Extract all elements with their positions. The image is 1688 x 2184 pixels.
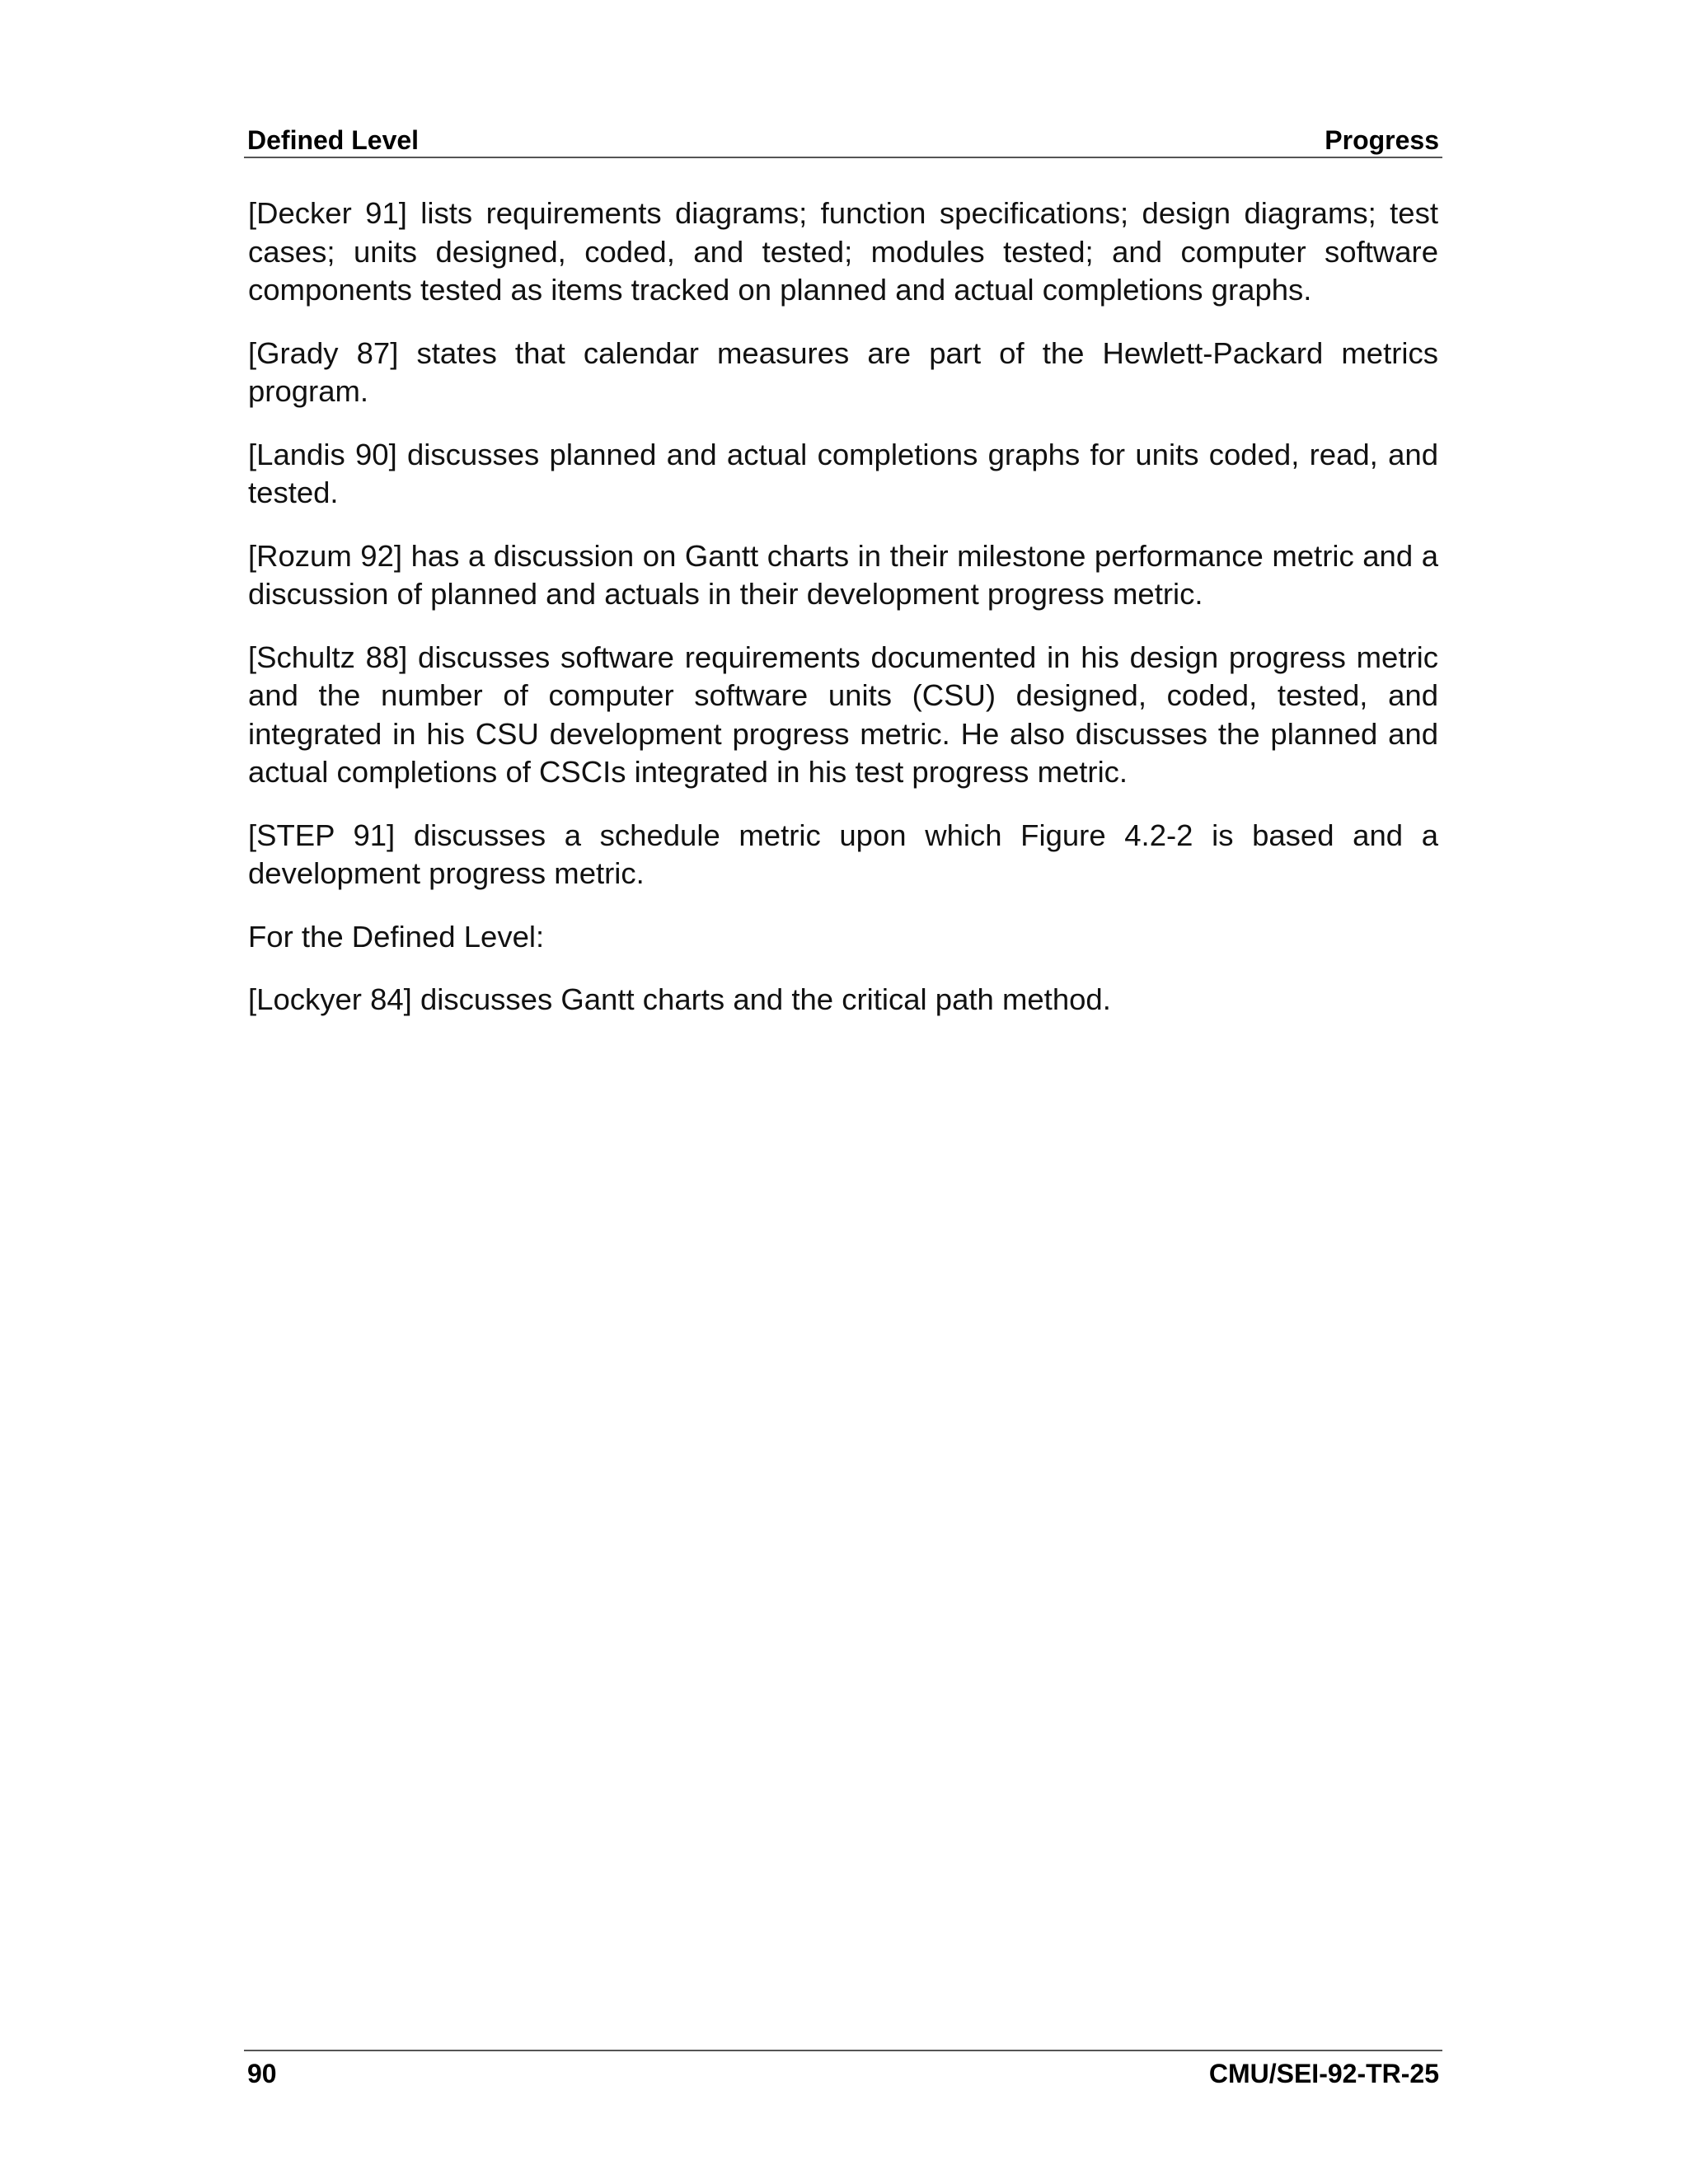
body-text (248, 194, 1438, 1044)
paragraph-grady-87: [Grady 87] states that calendar measures are part of the Hewlett-Packard metrics program. (248, 335, 1438, 408)
footer-rule (244, 2050, 1442, 2051)
header-rule (244, 157, 1442, 158)
header-section-title: Defined Level (247, 125, 420, 155)
paragraph-rozum-92: [Rozum 92] has a discussion on Gantt charts in their milestone performance metric and a discussion of planned and actuals in their development progress metric. (248, 538, 1438, 611)
paragraph-schultz-88: [Schultz 88] discusses software requirements documented in his design progress metric and the number of computer software units (CSU) designed, coded, tested, and integrated in his CSU development progress metric. He also discusses the planned and actual completions of CSCIs integrated in his test progress metric. (248, 640, 1438, 789)
report-id: CMU/SEI-92-TR-25 (1208, 2059, 1439, 2088)
paragraph-defined-level-intro: For the Defined Level: (248, 919, 545, 954)
running-header (244, 124, 1442, 157)
running-footer (244, 2057, 1442, 2090)
page-number: 90 (247, 2059, 277, 2088)
paragraph-decker-91: [Decker 91] lists requirements diagrams; function specifications; design diagrams; test cases; units designed, coded, and tested; modules tested; and computer software components tested as items tracked on planned and actual completions graphs. (248, 196, 1438, 307)
header-topic-title: Progress (1325, 125, 1439, 155)
paragraph-lockyer-84: [Lockyer 84] discusses Gantt charts and the critical path method. (248, 982, 1111, 1016)
paragraph-step-91: [STEP 91] discusses a schedule metric upon which Figure 4.2-2 is based and a development progress metric. (248, 818, 1438, 890)
paragraph-landis-90: [Landis 90] discusses planned and actual completions graphs for units coded, read, and tested. (248, 437, 1438, 509)
